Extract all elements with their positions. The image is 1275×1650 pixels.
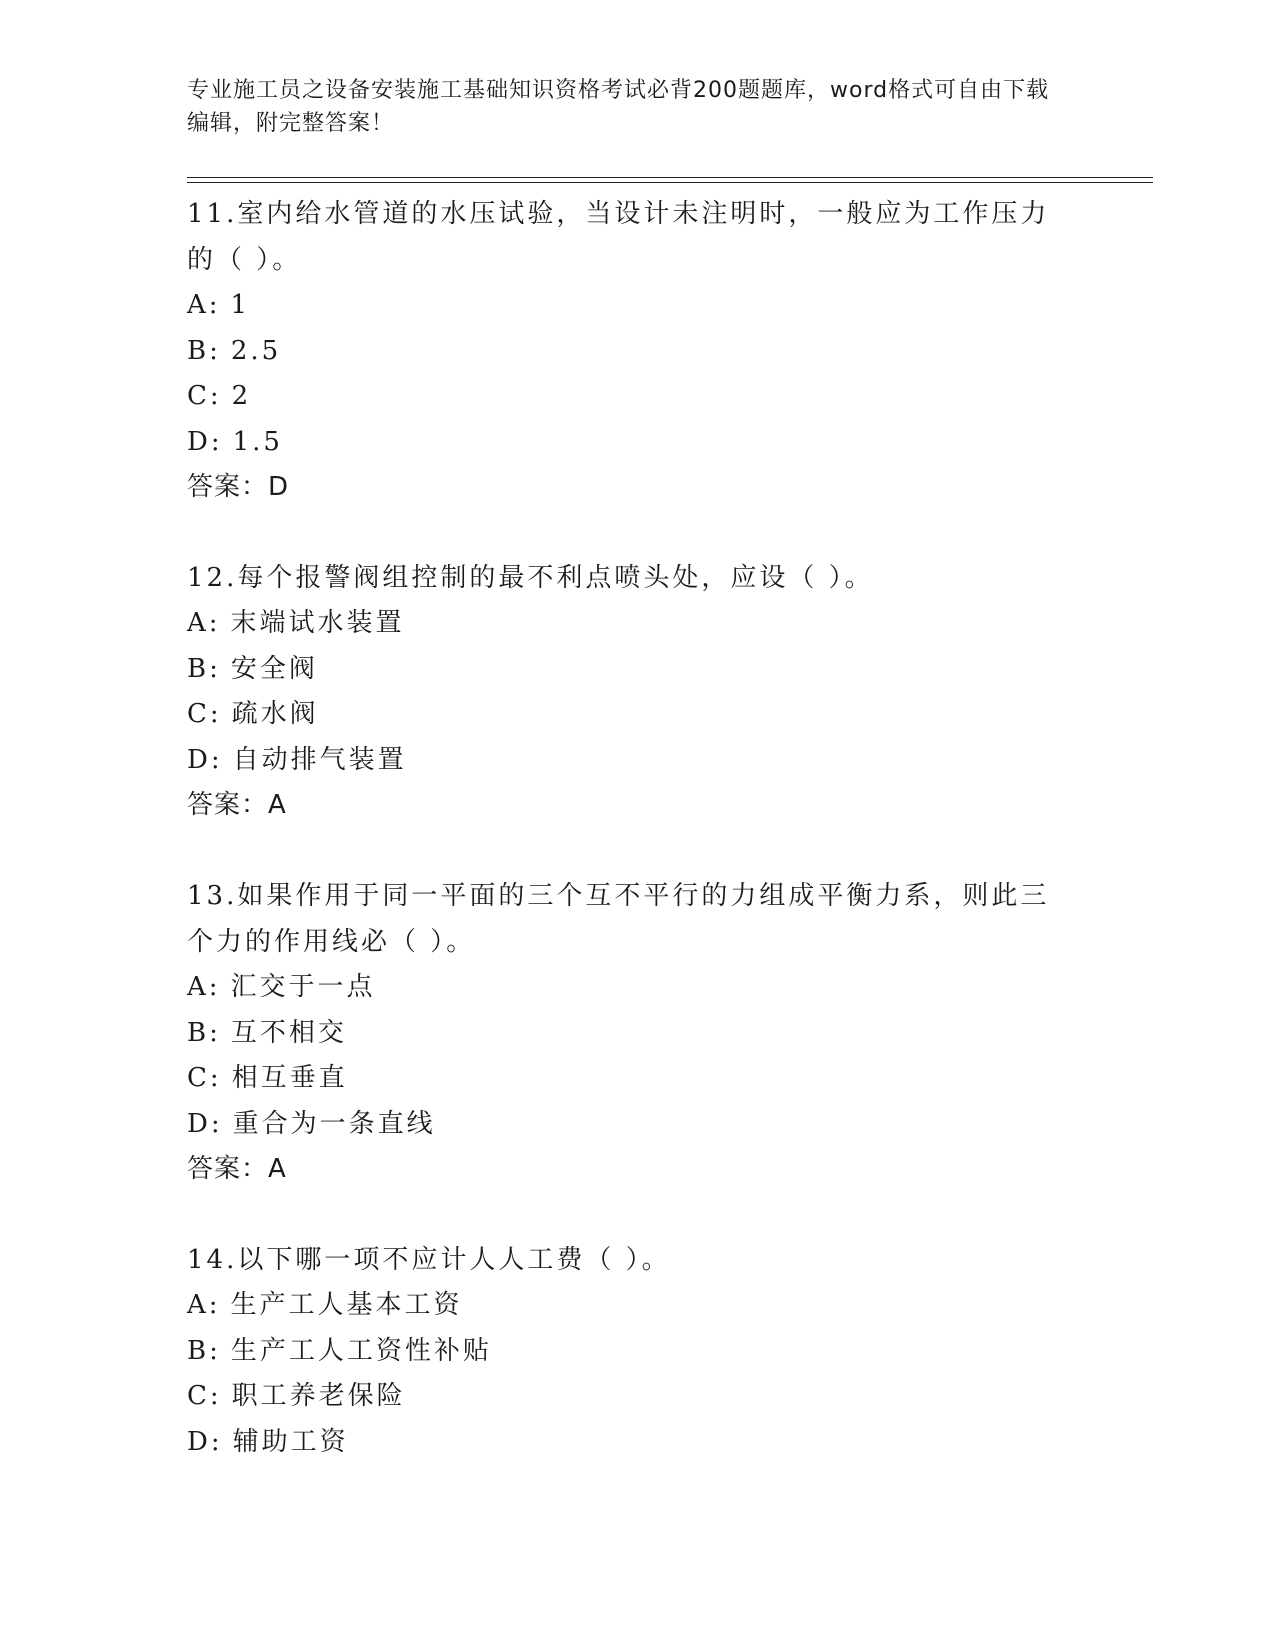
option-a	[187, 283, 1087, 329]
option-letter: C:	[187, 1381, 222, 1411]
option-text: 末端试水装置	[230, 608, 405, 638]
option-text: 疏水阀	[231, 699, 319, 729]
answer-line: 答案：D	[187, 472, 290, 502]
option-letter: A:	[187, 290, 221, 320]
option-d	[187, 420, 1087, 466]
option-letter: A:	[187, 1290, 221, 1320]
option-text: 2	[231, 381, 252, 411]
question-12	[187, 555, 1087, 828]
document-header: 专业施工员之设备安装施工基础知识资格考试必背200题题库，word格式可自由下载编辑，附完整答案！	[187, 78, 1050, 136]
option-c	[187, 692, 1087, 738]
option-letter: C:	[187, 699, 222, 729]
option-a	[187, 1283, 1087, 1329]
option-letter: A:	[187, 972, 221, 1002]
option-d	[187, 1420, 1087, 1466]
option-b	[187, 329, 1087, 375]
question-stem: 12.每个报警阀组控制的最不利点喷头处，应设（ ）。	[187, 563, 874, 593]
option-text: 生产工人基本工资	[230, 1290, 463, 1320]
header-rule-top	[187, 177, 1153, 178]
option-a	[187, 965, 1087, 1011]
option-text: 互不相交	[230, 1017, 347, 1048]
option-text: 安全阀	[230, 653, 318, 684]
option-letter: B:	[187, 335, 221, 366]
question-stem: 13.如果作用于同一平面的三个互不平行的力组成平衡力系，则此三个力的作用线必（ ）。	[187, 881, 1050, 957]
option-letter: D:	[187, 744, 223, 775]
header-rule-bottom	[187, 182, 1153, 183]
option-text: 重合为一条直线	[232, 1108, 436, 1139]
option-letter: D:	[187, 426, 223, 457]
option-text: 1.5	[232, 426, 283, 457]
question-stem: 11.室内给水管道的水压试验，当设计未注明时，一般应为工作压力的（ ）。	[187, 199, 1050, 275]
option-text: 相互垂直	[231, 1063, 348, 1093]
option-letter: A:	[187, 608, 221, 638]
option-letter: C:	[187, 381, 222, 411]
question-11	[187, 191, 1087, 510]
answer-line: 答案：A	[187, 1154, 287, 1184]
option-text: 生产工人工资性补贴	[230, 1335, 492, 1366]
option-letter: B:	[187, 1335, 221, 1366]
option-b	[187, 1329, 1087, 1375]
answer-line: 答案：A	[187, 790, 287, 820]
option-letter: B:	[187, 653, 221, 684]
option-c	[187, 374, 1087, 420]
option-letter: C:	[187, 1063, 222, 1093]
question-list	[187, 191, 1087, 1510]
option-c	[187, 1374, 1087, 1420]
option-d	[187, 1102, 1087, 1148]
option-letter: B:	[187, 1017, 221, 1048]
question-14	[187, 1237, 1087, 1465]
option-letter: D:	[187, 1108, 223, 1139]
option-b	[187, 647, 1087, 693]
option-text: 辅助工资	[232, 1426, 349, 1457]
question-stem: 14.以下哪一项不应计人人工费（ ）。	[187, 1245, 671, 1275]
option-text: 1	[230, 290, 251, 320]
option-text: 职工养老保险	[231, 1381, 406, 1411]
option-c	[187, 1056, 1087, 1102]
question-13	[187, 873, 1087, 1192]
option-d	[187, 738, 1087, 784]
option-a	[187, 601, 1087, 647]
option-text: 2.5	[230, 335, 282, 366]
option-letter: D:	[187, 1426, 223, 1457]
option-b	[187, 1011, 1087, 1057]
option-text: 汇交于一点	[230, 972, 376, 1002]
option-text: 自动排气装置	[232, 744, 407, 775]
